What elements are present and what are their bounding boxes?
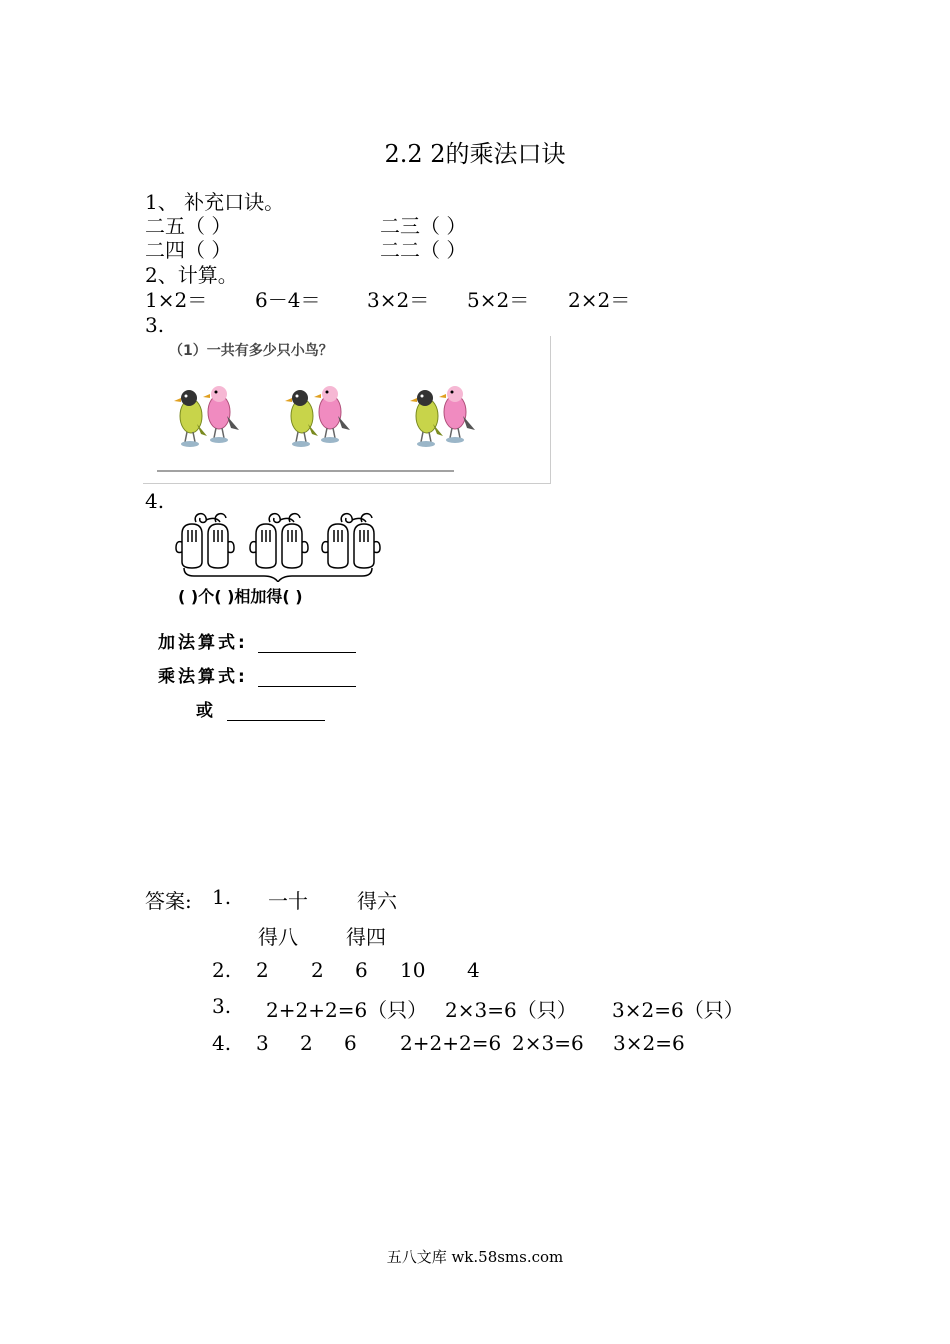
answer-4-number: 4.: [212, 1031, 232, 1055]
answer-4-item-4: 2+2+2=6: [400, 1031, 502, 1055]
answer-3-item-3: 3×2=6（只）: [612, 998, 744, 1022]
q2-item-3: 3×2＝: [367, 288, 430, 312]
answer-3-item-1: 2+2+2=6（只）: [266, 998, 428, 1022]
q4-heading: 4.: [145, 489, 165, 513]
q2-item-5: 2×2＝: [568, 288, 631, 312]
q2-item-2: 6－4＝: [255, 288, 321, 312]
brace: [184, 568, 372, 582]
q2-heading: 2、计算。: [145, 263, 238, 287]
mul-formula-blank[interactable]: [258, 668, 356, 687]
or-label: 或: [196, 701, 213, 721]
q1-item-3: 二四（ ）: [145, 238, 232, 262]
answer-4-item-6: 3×2=6: [613, 1031, 685, 1055]
bird-figure: [143, 336, 551, 484]
mul-formula-row: [158, 662, 356, 687]
mitten-pair-2: [250, 514, 308, 568]
mitten-pair-1: [176, 514, 234, 568]
bird-question: （1）一共有多少只小鸟？: [169, 343, 333, 359]
answer-1-item-3: 得八: [258, 925, 298, 949]
bird-pair-2: [285, 386, 350, 447]
q3-heading: 3.: [145, 313, 165, 337]
footer-watermark: 五八文库 wk.58sms.com: [386, 1248, 564, 1266]
add-formula-blank[interactable]: [258, 634, 356, 653]
q2-item-1: 1×2＝: [145, 288, 208, 312]
answer-2-item-4: 10: [400, 958, 426, 982]
answer-2-number: 2.: [212, 958, 232, 982]
answer-1-item-4: 得四: [346, 925, 386, 949]
mitten-pair-3: [322, 514, 380, 568]
answer-2-item-1: 2: [256, 958, 269, 982]
answer-2-item-5: 4: [467, 958, 480, 982]
answer-4-item-3: 6: [344, 1031, 357, 1055]
answers-label: 答案:: [145, 889, 192, 913]
bird-pair-1: [174, 386, 239, 447]
answer-2-item-3: 6: [355, 958, 368, 982]
answer-2-item-2: 2: [311, 958, 324, 982]
answer-3-item-2: 2×3=6（只）: [445, 998, 577, 1022]
q1-item-1: 二五（ ）: [145, 214, 232, 238]
answer-4-item-5: 2×3=6: [512, 1031, 584, 1055]
q2-item-4: 5×2＝: [467, 288, 530, 312]
answer-3-number: 3.: [212, 994, 232, 1018]
bird-pair-3: [410, 386, 475, 447]
answer-1-item-2: 得六: [357, 889, 397, 913]
q1-heading: 1、 补充口诀。: [145, 190, 285, 214]
answer-1-number: 1.: [212, 885, 232, 909]
page-title: 2.2 2的乘法口诀: [384, 140, 566, 168]
mul-formula-label: 乘法算式:: [158, 667, 248, 687]
birds-illustration: [143, 336, 550, 483]
q1-item-2: 二三（ ）: [380, 214, 467, 238]
answer-4-item-1: 3: [256, 1031, 269, 1055]
answer-1-item-1: 一十: [268, 889, 308, 913]
answer-4-item-2: 2: [300, 1031, 313, 1055]
or-formula-blank[interactable]: [227, 702, 325, 721]
or-formula-row: [196, 696, 325, 721]
q1-item-4: 二二（ ）: [380, 238, 467, 262]
mittens-illustration: [170, 510, 390, 582]
add-formula-row: [158, 628, 356, 653]
add-formula-label: 加法算式:: [158, 633, 248, 653]
mitten-caption: ( )个( )相加得( ): [178, 587, 303, 606]
